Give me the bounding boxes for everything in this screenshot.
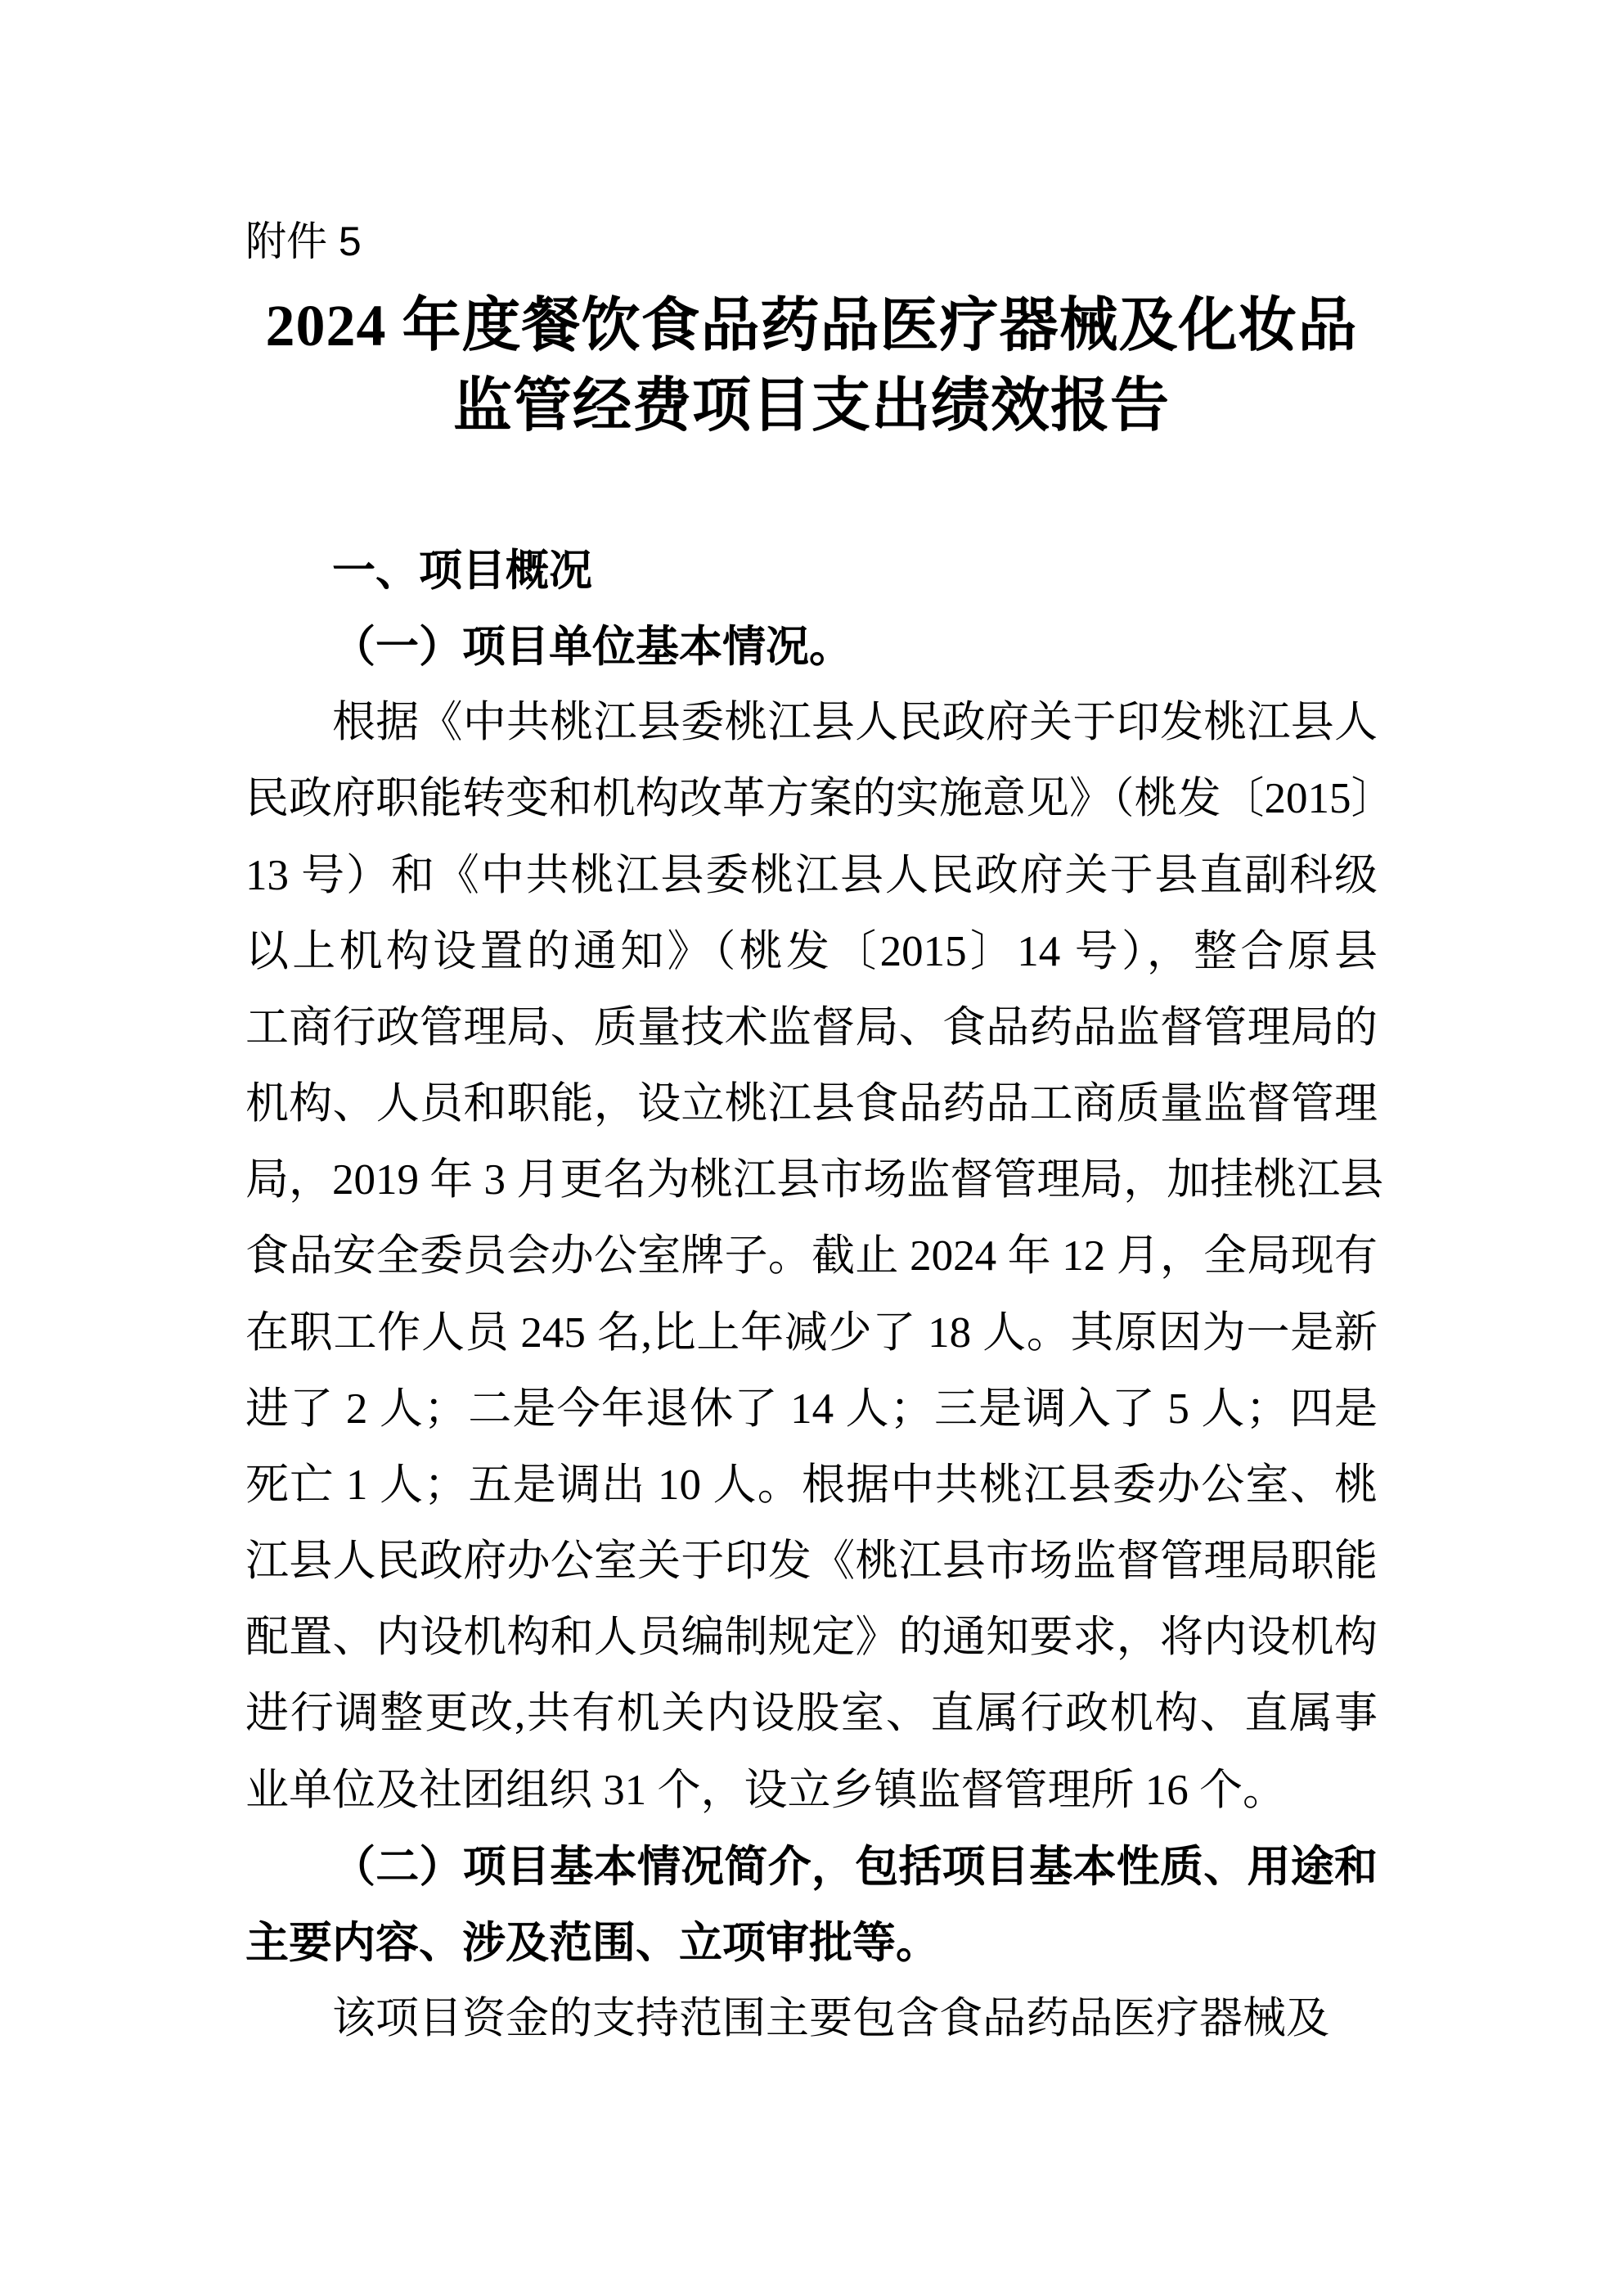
document-title <box>245 286 1378 446</box>
document-body <box>245 533 1395 2057</box>
body-line: 进了 2 人；二是今年退休了 14 人；三是调入了 5 人；四是 <box>245 1384 1378 1433</box>
body-line: 13 号）和《中共桃江县委桃江县人民政府关于县直副科级 <box>245 851 1378 899</box>
title-line-2: 监管经费项目支出绩效报告 <box>452 373 1170 439</box>
body-line: 配置、内设机构和人员编制规定》的通知要求，将内设机构 <box>245 1614 1378 1662</box>
body-line: 死亡 1 人；五是调出 10 人。根据中共桃江县委办公室、桃 <box>245 1461 1378 1509</box>
body-line: 机构、人员和职能，设立桃江县食品药品工商质量监督管理 <box>245 1080 1378 1128</box>
body-line: 食品安全委员会办公室牌子。截止 2024 年 12 月，全局现有 <box>245 1232 1378 1281</box>
body-line: 工商行政管理局、质量技术监督局、食品药品监督管理局的 <box>245 1003 1378 1051</box>
section-heading-line: （二）项目基本情况简介，包括项目基本性质、用途和 <box>332 1842 1378 1891</box>
body-line: 在职工作人员 245 名,比上年减少了 18 人。其原因为一是新 <box>245 1308 1378 1357</box>
body-line: 民政府职能转变和机构改革方案的实施意见》（桃发〔2015〕 <box>245 775 1395 823</box>
attachment-label: 附件 5 <box>245 218 362 264</box>
section-heading-line: 一、项目概况 <box>332 547 592 595</box>
body-line: 以上机构设置的通知》（桃发〔2015〕14 号），整合原县 <box>245 927 1378 975</box>
body-line: 该项目资金的支持范围主要包含食品药品医疗器械及 <box>332 1994 1329 2042</box>
section-heading-line: 主要内容、涉及范围、立项审批等。 <box>245 1918 939 1967</box>
body-line: 江县人民政府办公室关于印发《桃江县市场监督管理局职能 <box>245 1537 1378 1586</box>
body-line: 根据《中共桃江县委桃江县人民政府关于印发桃江县人 <box>332 699 1378 747</box>
section-heading-line: （一）项目单位基本情况。 <box>332 623 852 672</box>
body-line: 进行调整更改,共有机关内设股室、直属行政机构、直属事 <box>245 1690 1378 1738</box>
body-line: 局，2019 年 3 月更名为桃江县市场监督管理局，加挂桃江县 <box>245 1156 1384 1204</box>
body-line: 业单位及社团组织 31 个，设立乡镇监督管理所 16 个。 <box>245 1766 1286 1814</box>
title-line-1: 2024 年度餐饮食品药品医疗器械及化妆品 <box>265 293 1358 358</box>
